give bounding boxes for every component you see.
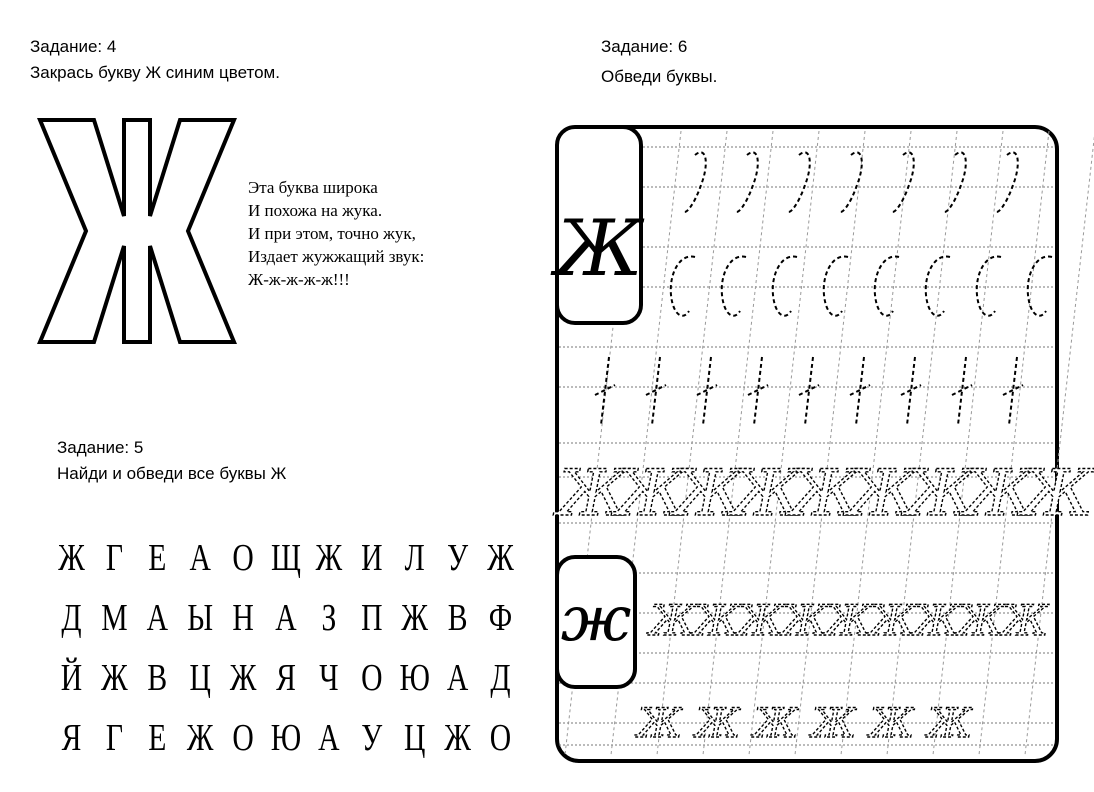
task6-instruction: Обведи буквы. — [601, 67, 718, 86]
sample-upper-zh: Ж — [555, 204, 643, 294]
grid-letter[interactable]: И — [361, 537, 383, 579]
grid-letter[interactable]: А — [275, 597, 297, 639]
grid-letter[interactable]: Ц — [189, 657, 211, 699]
task4-title: Задание: 4 — [30, 37, 117, 56]
task6-title: Задание: 6 — [601, 37, 688, 56]
grid-letter[interactable]: Г — [105, 537, 123, 579]
outline-letter-zh[interactable] — [38, 116, 236, 346]
trace-letter-zh: Ж — [825, 596, 873, 645]
trace-letter-zh: Ж — [615, 457, 687, 531]
task5-title: Задание: 5 — [57, 438, 144, 457]
task4-instruction: Закрась букву Ж синим цветом. — [30, 63, 280, 82]
trace-letter-zh: Ж — [1021, 457, 1093, 531]
grid-letter[interactable]: Ж — [186, 717, 214, 759]
grid-row — [52, 528, 520, 588]
task5-header — [57, 435, 286, 487]
grid-letter[interactable]: Ж — [229, 657, 257, 699]
grid-letter[interactable]: Ж — [401, 597, 428, 639]
grid-letter[interactable]: А — [318, 717, 340, 759]
grid-letter[interactable]: О — [232, 537, 254, 579]
grid-row — [52, 588, 520, 648]
trace-letter-zh: Ж — [847, 457, 919, 531]
grid-letter[interactable]: Ж — [315, 537, 343, 579]
grid-letter[interactable]: О — [232, 717, 254, 759]
trace-letter-zh: Ж — [693, 596, 741, 645]
grid-letter[interactable]: Н — [232, 597, 254, 639]
grid-letter[interactable]: М — [101, 597, 128, 639]
grid-letter[interactable]: Ж — [58, 537, 85, 579]
task4-header — [30, 34, 280, 86]
grid-letter[interactable]: А — [446, 657, 469, 699]
trace-letter-zh: Ж — [637, 701, 682, 747]
poem-line: И при этом, точно жук, — [248, 224, 416, 243]
poem-line: Эта буква широка — [248, 178, 378, 197]
grid-letter[interactable]: Й — [60, 657, 83, 699]
grid-letter[interactable]: П — [361, 597, 383, 639]
trace-letter-zh: Ж — [557, 457, 629, 531]
grid-letter[interactable]: Ж — [444, 717, 471, 759]
grid-letter[interactable]: Ч — [319, 657, 339, 699]
grid-letter[interactable]: Е — [148, 537, 167, 579]
grid-row — [52, 648, 520, 708]
poem-line: Издает жужжащий звук: — [248, 247, 425, 266]
trace-letter-zh: Ж — [869, 701, 914, 747]
trace-letter-zh: Ж — [753, 701, 798, 747]
task5-instruction: Найди и обведи все буквы Ж — [57, 464, 287, 483]
grid-letter[interactable]: О — [361, 657, 383, 699]
trace-letter-zh: Ж — [927, 701, 972, 747]
grid-letter[interactable]: Ж — [101, 657, 128, 699]
grid-letter[interactable]: У — [447, 537, 469, 579]
grid-letter[interactable]: Щ — [271, 537, 301, 579]
grid-letter[interactable]: О — [489, 717, 512, 759]
task6-header — [601, 34, 717, 90]
grid-letter[interactable]: Ц — [403, 717, 426, 759]
trace-letter-zh: Ж — [1001, 596, 1049, 645]
grid-letter[interactable]: Ю — [270, 717, 302, 759]
poem-line: Ж-ж-ж-ж-ж!!! — [248, 270, 350, 289]
trace-letter-zh: Ж — [905, 457, 977, 531]
sample-lower-zh: ж — [560, 582, 632, 655]
grid-letter[interactable]: А — [146, 597, 169, 639]
trace-letter-zh: Ж — [731, 457, 803, 531]
trace-letter-zh: Ж — [695, 701, 740, 747]
grid-letter[interactable]: Я — [276, 657, 296, 699]
trace-letter-zh: Ж — [811, 701, 856, 747]
grid-letter[interactable]: Л — [404, 537, 425, 579]
grid-letter[interactable]: З — [321, 597, 337, 639]
grid-letter[interactable]: Е — [148, 717, 167, 759]
grid-letter[interactable]: Ы — [187, 597, 214, 639]
trace-letter-zh: Ж — [781, 596, 829, 645]
trace-letter-zh: Ж — [957, 596, 1005, 645]
poem-line: И похожа на жука. — [248, 201, 383, 220]
grid-letter[interactable]: Я — [61, 717, 82, 759]
grid-letter[interactable]: Д — [490, 657, 511, 699]
grid-letter[interactable]: В — [447, 597, 468, 639]
trace-letter-zh: Ж — [649, 596, 697, 645]
grid-letter[interactable]: Ф — [488, 597, 513, 639]
grid-letter[interactable]: Ю — [399, 657, 430, 699]
trace-letter-zh: Ж — [789, 457, 861, 531]
grid-letter[interactable]: Д — [61, 597, 82, 639]
grid-letter[interactable]: У — [361, 717, 383, 759]
trace-letter-zh: Ж — [673, 457, 745, 531]
trace-letter-zh: Ж — [869, 596, 917, 645]
trace-letter-zh: Ж — [963, 457, 1035, 531]
grid-letter[interactable]: Г — [105, 717, 123, 759]
grid-letter[interactable]: В — [147, 657, 168, 699]
grid-row — [52, 708, 520, 768]
grid-letter[interactable]: А — [189, 537, 211, 579]
poem — [248, 176, 424, 291]
tracing-sheet[interactable] — [555, 125, 1093, 765]
letter-grid — [52, 528, 522, 768]
trace-letter-zh: Ж — [737, 596, 785, 645]
grid-letter[interactable]: Ж — [487, 537, 514, 579]
trace-letter-zh: Ж — [913, 596, 961, 645]
